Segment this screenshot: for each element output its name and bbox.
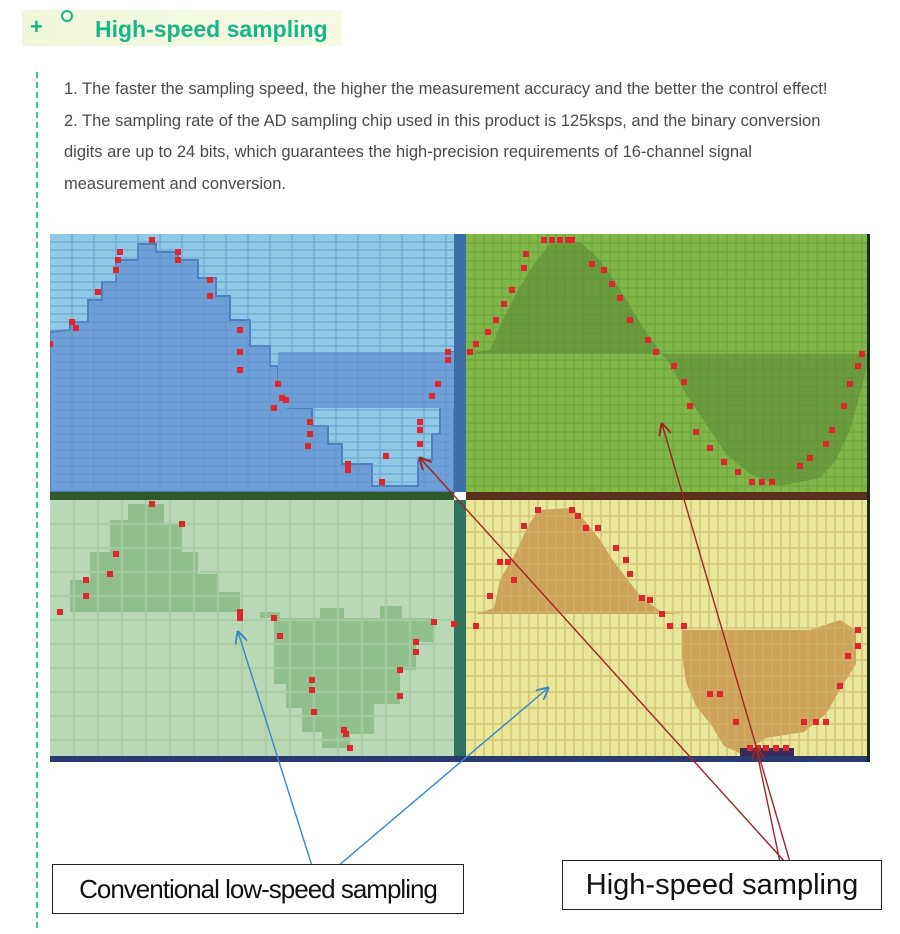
arrow-low-to-bottom-left xyxy=(238,632,312,866)
paragraph-1: 1. The faster the sampling speed, the higher the measurement accuracy and the better the control effect! xyxy=(64,80,828,98)
label-high-speed-sampling: High-speed sampling xyxy=(562,860,882,910)
section-title: High-speed sampling xyxy=(95,16,328,42)
arrow-high-to-bottom-right xyxy=(756,748,780,862)
paragraph-2: 2. The sampling rate of the AD sampling chip used in this product is 125ksps, and the binary conversion digits are up to 24 bits, which guarantees the high-precision requirements of 16-channel signal measurement and conversion. xyxy=(64,111,821,193)
arrow-low-to-bottom-right xyxy=(338,688,548,866)
plus-icon: + xyxy=(30,14,43,39)
label-low-speed-sampling: Conventional low-speed sampling xyxy=(52,864,464,914)
